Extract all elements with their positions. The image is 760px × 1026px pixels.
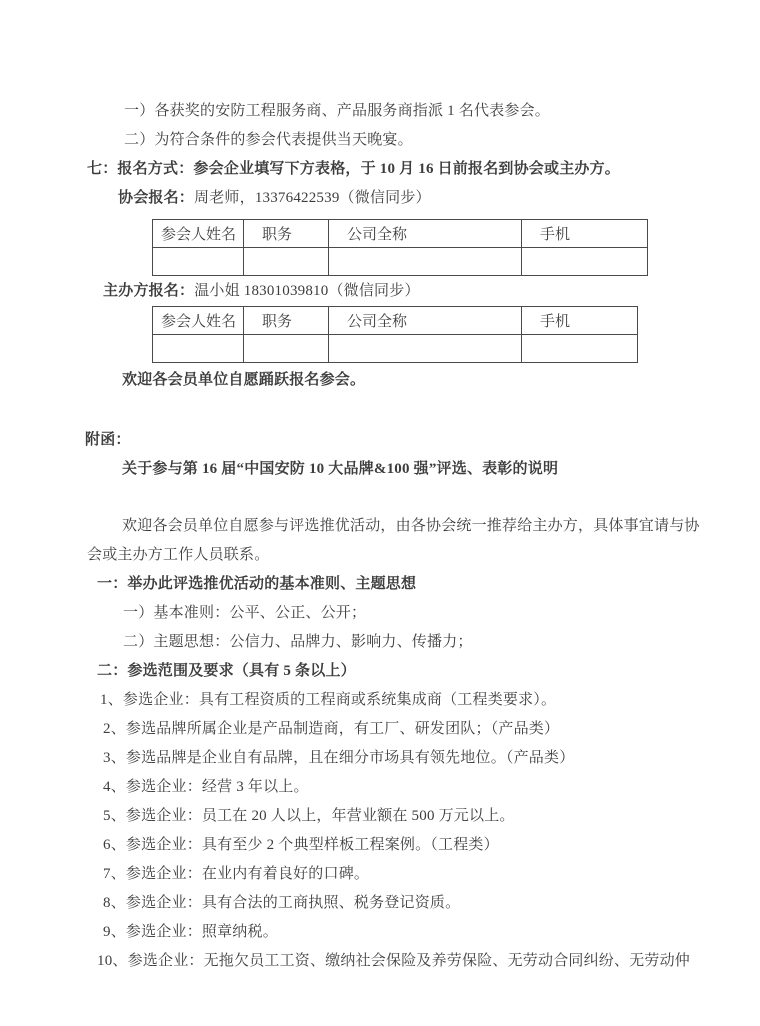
doc-line-section7-heading: 七：报名方式：参会企业填写下方表格，于 10 月 16 日前报名到协会或主办方。 (87, 161, 621, 177)
organizer-contact-label: 主办方报名： (103, 283, 195, 299)
table-header-row (153, 307, 638, 335)
table-empty-row (153, 335, 638, 363)
registration-table-organizer (152, 306, 638, 363)
attachment-section2-heading: 二：参选范围及要求（具有 5 条以上） (97, 663, 356, 679)
section2-item-10: 10、参选企业：无拖欠员工工资、缴纳社会保险及养劳保险、无劳动合同纠纷、无劳动仲 (97, 953, 691, 969)
section2-item-4: 4、参选企业：经营 3 年以上。 (103, 779, 309, 795)
table-cell-empty (244, 248, 329, 276)
table-header-name: 参会人姓名 (153, 220, 244, 248)
table-cell-empty (522, 335, 638, 363)
table-header-row (153, 220, 648, 248)
table-empty-row (153, 248, 648, 276)
table-header-name: 参会人姓名 (153, 307, 244, 335)
assoc-contact-label: 协会报名： (118, 190, 195, 206)
section2-item-8: 8、参选企业：具有合法的工商执照、税务登记资质。 (103, 895, 461, 911)
attachment-section1-heading: 一：举办此评选推优活动的基本准则、主题思想 (97, 576, 417, 592)
table-cell-empty (153, 335, 244, 363)
section2-item-9: 9、参选企业：照章纳税。 (103, 924, 278, 940)
registration-table-association (152, 219, 648, 276)
table-cell-empty (522, 248, 648, 276)
section2-item-7: 7、参选企业：在业内有着良好的口碑。 (103, 866, 370, 882)
table-cell-empty (329, 335, 522, 363)
table-header-company: 公司全称 (329, 220, 522, 248)
attachment-intro-line2: 会或主办方工作人员联系。 (87, 547, 270, 563)
table-cell-empty (244, 335, 329, 363)
organizer-contact-value: 温小姐 18301039810（微信同步） (194, 283, 420, 299)
table-header-title: 职务 (244, 307, 329, 335)
table-cell-empty (329, 248, 522, 276)
doc-line-organizer-contact (103, 281, 420, 301)
doc-line-welcome: 欢迎各会员单位自愿踊跃报名参会。 (122, 372, 366, 388)
assoc-contact-value: 周老师，13376422539（微信同步） (194, 190, 431, 206)
attachment-intro-line1: 欢迎各会员单位自愿参与评选推优活动，由各协会统一推荐给主办方，具体事宜请与协 (122, 518, 700, 534)
doc-line-dinner: 二）为符合条件的参会代表提供当天晚宴。 (124, 132, 413, 148)
table-header-mobile: 手机 (522, 307, 638, 335)
attachment-label: 附函： (85, 432, 131, 448)
doc-line-assoc-contact (118, 188, 431, 208)
section2-item-2: 2、参选品牌所属企业是产品制造商，有工厂、研发团队；（产品类） (103, 721, 560, 737)
section2-item-5: 5、参选企业：员工在 20 人以上，年营业额在 500 万元以上。 (103, 808, 515, 824)
table-cell-empty (153, 248, 244, 276)
doc-line-award-rep: 一）各获奖的安防工程服务商、产品服务商指派 1 名代表参会。 (124, 103, 551, 119)
table-header-mobile: 手机 (522, 220, 648, 248)
section2-item-3: 3、参选品牌是企业自有品牌，且在细分市场具有领先地位。（产品类） (103, 750, 575, 766)
section1-item-principles: 一）基本准则：公平、公正、公开； (123, 605, 367, 621)
section2-item-6: 6、参选企业：具有至少 2 个典型样板工程案例。（工程类） (103, 837, 499, 853)
attachment-title: 关于参与第 16 届“中国安防 10 大品牌&100 强”评选、表彰的说明 (122, 461, 559, 477)
section2-item-1: 1、参选企业：具有工程资质的工程商或系统集成商（工程类要求）。 (100, 692, 557, 708)
table-header-title: 职务 (244, 220, 329, 248)
table-header-company: 公司全称 (329, 307, 522, 335)
section1-item-themes: 二）主题思想：公信力、品牌力、影响力、传播力； (123, 634, 473, 650)
